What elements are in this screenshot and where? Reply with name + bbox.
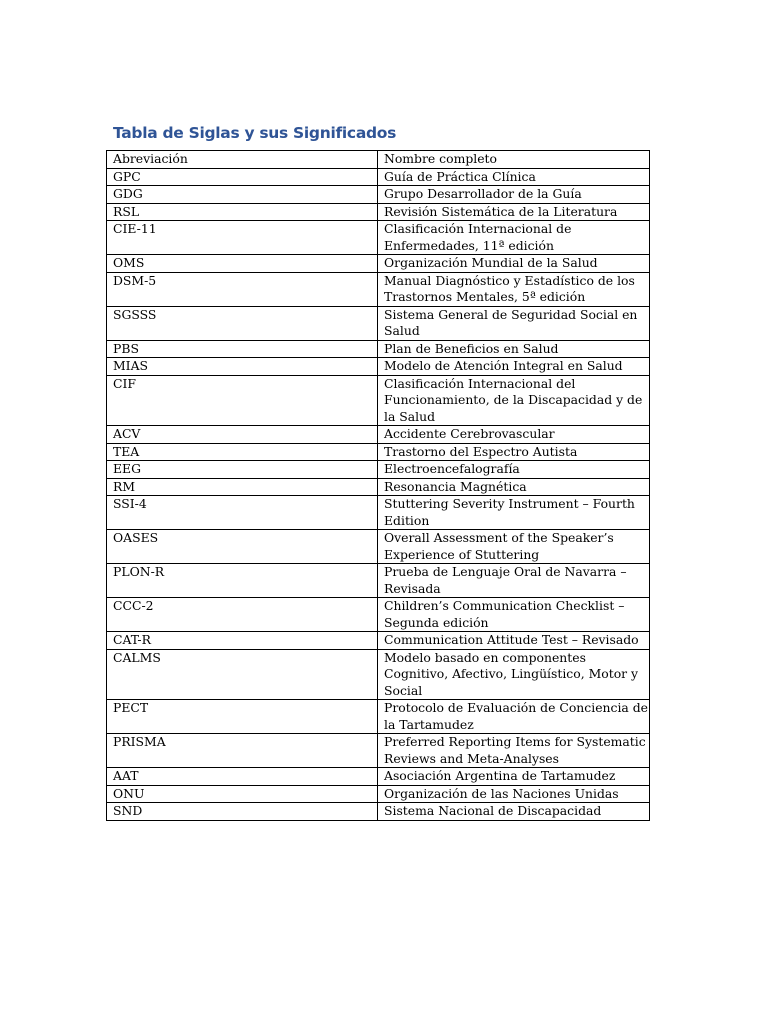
table-header-row xyxy=(107,151,650,169)
table-row xyxy=(107,186,650,204)
table-row xyxy=(107,598,650,632)
table-row xyxy=(107,496,650,530)
abbreviation-cell: ONU xyxy=(107,785,378,803)
abbreviation-cell: SGSSS xyxy=(107,306,378,340)
full-name-cell: Resonancia Magnética xyxy=(378,478,650,496)
table-row xyxy=(107,255,650,273)
abbreviation-cell: AAT xyxy=(107,768,378,786)
full-name-cell: Children’s Communication Checklist – Segunda edición xyxy=(378,598,650,632)
abbreviation-cell: OASES xyxy=(107,530,378,564)
table-row xyxy=(107,632,650,650)
full-name-cell: Clasificación Internacional de Enfermedades, 11ª edición xyxy=(378,221,650,255)
full-name-cell: Prueba de Lenguaje Oral de Navarra – Revisada xyxy=(378,564,650,598)
abbreviation-cell: GDG xyxy=(107,186,378,204)
full-name-cell: Grupo Desarrollador de la Guía xyxy=(378,186,650,204)
full-name-cell: Protocolo de Evaluación de Conciencia de la Tartamudez xyxy=(378,700,650,734)
abbreviation-cell: TEA xyxy=(107,443,378,461)
table-row xyxy=(107,564,650,598)
abbreviation-cell: CAT-R xyxy=(107,632,378,650)
full-name-cell: Revisión Sistemática de la Literatura xyxy=(378,203,650,221)
full-name-cell: Sistema Nacional de Discapacidad xyxy=(378,803,650,821)
abbreviation-cell: PBS xyxy=(107,340,378,358)
abbreviation-cell: DSM-5 xyxy=(107,272,378,306)
full-name-cell: Modelo de Atención Integral en Salud xyxy=(378,358,650,376)
header-abbreviation: Abreviación xyxy=(107,151,378,169)
table-row xyxy=(107,375,650,426)
full-name-cell: Electroencefalografía xyxy=(378,461,650,479)
full-name-cell: Stuttering Severity Instrument – Fourth Edition xyxy=(378,496,650,530)
full-name-cell: Overall Assessment of the Speaker’s Experience of Stuttering xyxy=(378,530,650,564)
full-name-cell: Organización Mundial de la Salud xyxy=(378,255,650,273)
full-name-cell: Accidente Cerebrovascular xyxy=(378,426,650,444)
full-name-cell: Trastorno del Espectro Autista xyxy=(378,443,650,461)
abbreviation-cell: GPC xyxy=(107,168,378,186)
table-row xyxy=(107,461,650,479)
table-row xyxy=(107,340,650,358)
table-row xyxy=(107,768,650,786)
abbreviation-cell: PLON-R xyxy=(107,564,378,598)
abbreviation-cell: RSL xyxy=(107,203,378,221)
table-row xyxy=(107,221,650,255)
table-row xyxy=(107,734,650,768)
table-row xyxy=(107,649,650,700)
table-row xyxy=(107,168,650,186)
table-row xyxy=(107,700,650,734)
table-row xyxy=(107,358,650,376)
abbreviation-cell: MIAS xyxy=(107,358,378,376)
full-name-cell: Modelo basado en componentes Cognitivo, Afectivo, Lingüístico, Motor y Social xyxy=(378,649,650,700)
acronym-table xyxy=(106,150,650,821)
table-row xyxy=(107,803,650,821)
full-name-cell: Plan de Beneficios en Salud xyxy=(378,340,650,358)
table-row xyxy=(107,306,650,340)
table-body xyxy=(107,168,650,820)
full-name-cell: Manual Diagnóstico y Estadístico de los Trastornos Mentales, 5ª edición xyxy=(378,272,650,306)
full-name-cell: Asociación Argentina de Tartamudez xyxy=(378,768,650,786)
abbreviation-cell: SSI-4 xyxy=(107,496,378,530)
table-row xyxy=(107,530,650,564)
abbreviation-cell: PRISMA xyxy=(107,734,378,768)
table-row xyxy=(107,785,650,803)
abbreviation-cell: OMS xyxy=(107,255,378,273)
abbreviation-cell: CALMS xyxy=(107,649,378,700)
full-name-cell: Guía de Práctica Clínica xyxy=(378,168,650,186)
abbreviation-cell: CIF xyxy=(107,375,378,426)
abbreviation-cell: PECT xyxy=(107,700,378,734)
abbreviation-cell: SND xyxy=(107,803,378,821)
header-full-name: Nombre completo xyxy=(378,151,650,169)
table-row xyxy=(107,478,650,496)
table-row xyxy=(107,426,650,444)
full-name-cell: Clasificación Internacional del Funcionamiento, de la Discapacidad y de la Salud xyxy=(378,375,650,426)
abbreviation-cell: ACV xyxy=(107,426,378,444)
table-row xyxy=(107,203,650,221)
document-title: Tabla de Siglas y sus Significados xyxy=(113,124,397,142)
abbreviation-cell: CCC-2 xyxy=(107,598,378,632)
abbreviation-cell: CIE-11 xyxy=(107,221,378,255)
abbreviation-cell: RM xyxy=(107,478,378,496)
full-name-cell: Organización de las Naciones Unidas xyxy=(378,785,650,803)
table-row xyxy=(107,272,650,306)
full-name-cell: Preferred Reporting Items for Systematic Reviews and Meta-Analyses xyxy=(378,734,650,768)
abbreviation-cell: EEG xyxy=(107,461,378,479)
table-row xyxy=(107,443,650,461)
full-name-cell: Sistema General de Seguridad Social en Salud xyxy=(378,306,650,340)
full-name-cell: Communication Attitude Test – Revisado xyxy=(378,632,650,650)
